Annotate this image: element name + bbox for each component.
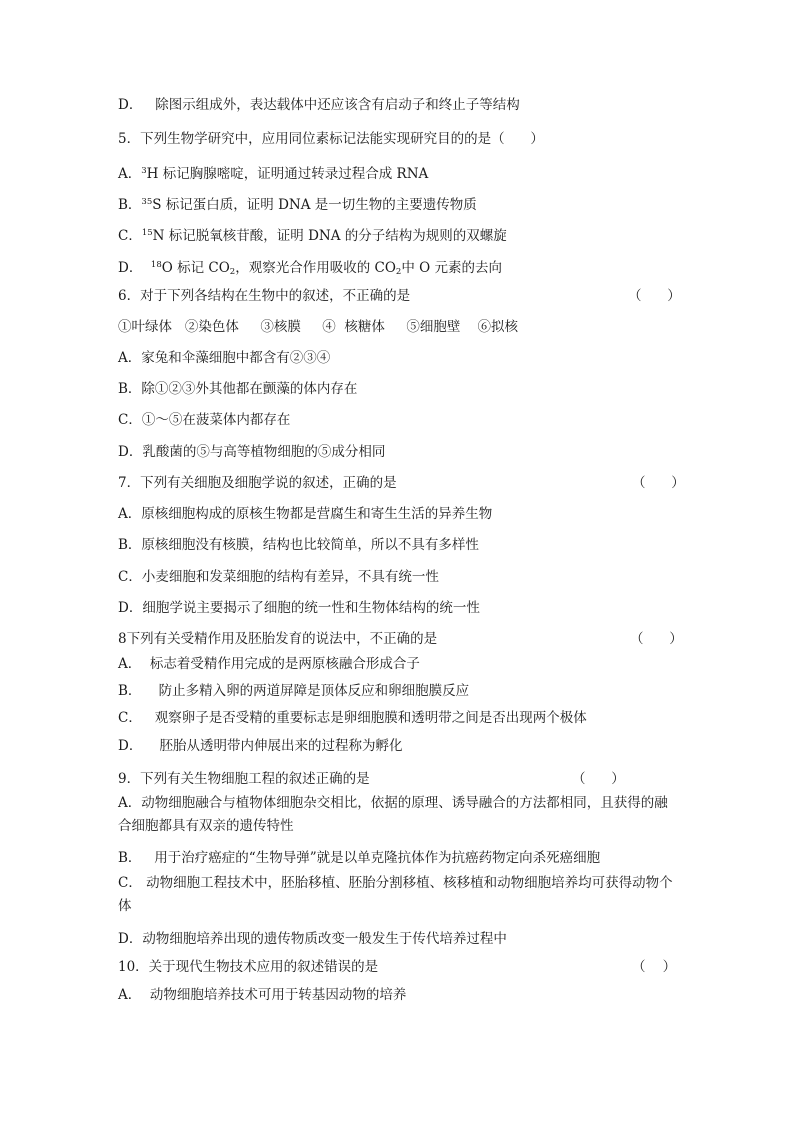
q6-option-b: B．除①②③外其他都在颤藻的体内存在: [118, 381, 358, 397]
q5-option-a: A．$^3$H 标记胸腺嘧啶，证明通过转录过程合成 RNA: [118, 166, 429, 182]
q10-option-a: A． 动物细胞培养技术可用于转基因动物的培养: [118, 987, 407, 1003]
q8-stem: 8下列有关受精作用及胚胎发育的说法中，不正确的是: [118, 631, 438, 647]
q5-option-d: D． $^{18}$O 标记 $CO_2$，观察光合作用吸收的 $CO_2$中 O 元素的去向: [118, 260, 502, 277]
q8-option-d: D． 胚胎从透明带内伸展出来的过程称为孵化: [118, 738, 403, 754]
q7-option-c: C．小麦细胞和发菜细胞的结构有差异，不具有统一性: [118, 569, 439, 585]
q4-option-d: D． 除图示组成外，表达载体中还应该含有启动子和终止子等结构: [118, 97, 520, 113]
q6-option-a: A．家兔和伞藻细胞中都含有②③④: [118, 350, 331, 366]
q8-option-a: A． 标志着受精作用完成的是两原核融合形成合子: [118, 656, 420, 672]
q5-stem: 5．下列生物学研究中，应用同位素标记法能实现研究目的的是（ ）: [118, 131, 544, 147]
q7-option-b: B．原核细胞没有核膜，结构也比较简单，所以不具有多样性: [118, 537, 479, 553]
q7-option-d: D．细胞学说主要揭示了细胞的统一性和生物体结构的统一性: [118, 600, 480, 616]
q10-stem: 10．关于现代生物技术应用的叙述错误的是: [118, 959, 379, 975]
q6-structure-list: ①叶绿体 ②染色体 ③核膜 ④ 核糖体 ⑤细胞壁 ⑥拟核: [118, 319, 518, 335]
q9-option-b: B． 用于治疗癌症的“生物导弹”就是以单克隆抗体作为抗癌药物定向杀死癌细胞: [118, 850, 601, 866]
q6-answer-blank: （ ）: [628, 288, 681, 304]
q9-option-c: C． 动物细胞工程技术中，胚胎移植、胚胎分割移植、核移植和动物细胞培养均可获得动物个体: [118, 875, 673, 914]
q9-option-d: D．动物细胞培养出现的遗传物质改变一般发生于传代培养过程中: [118, 931, 507, 947]
q8-option-b: B． 防止多精入卵的两道屏障是顶体反应和卵细胞膜反应: [118, 683, 470, 699]
q9-option-a: A．动物细胞融合与植物体细胞杂交相比，依据的原理、诱导融合的方法都相同，且获得的融合细胞都具有双亲的遗传特性: [118, 795, 668, 834]
q6-option-d: D．乳酸菌的⑤与高等植物细胞的⑤成分相同: [118, 444, 386, 460]
q7-answer-blank: （ ）: [632, 475, 685, 491]
q8-option-c: C． 观察卵子是否受精的重要标志是卵细胞膜和透明带之间是否出现两个极体: [118, 710, 587, 726]
q10-answer-blank: （ ）: [632, 959, 677, 975]
q6-option-c: C．①～⑤在菠菜体内都存在: [118, 412, 291, 428]
q7-option-a: A．原核细胞构成的原核生物都是营腐生和寄生生活的异养生物: [118, 506, 493, 522]
q7-stem: 7．下列有关细胞及细胞学说的叙述，正确的是: [118, 475, 397, 491]
q9-stem: 9．下列有关生物细胞工程的叙述正确的是: [118, 771, 370, 787]
q8-answer-blank: （ ）: [630, 631, 683, 647]
q5-option-c: C．$^{15}$N 标记脱氧核苷酸，证明 DNA 的分子结构为规则的双螺旋: [118, 228, 507, 244]
q5-option-b: B．$^{35}$S 标记蛋白质，证明 DNA 是一切生物的主要遗传物质: [118, 197, 477, 213]
q9-answer-blank: （ ）: [572, 771, 625, 787]
q6-stem: 6．对于下列各结构在生物中的叙述，不正确的是: [118, 288, 411, 304]
